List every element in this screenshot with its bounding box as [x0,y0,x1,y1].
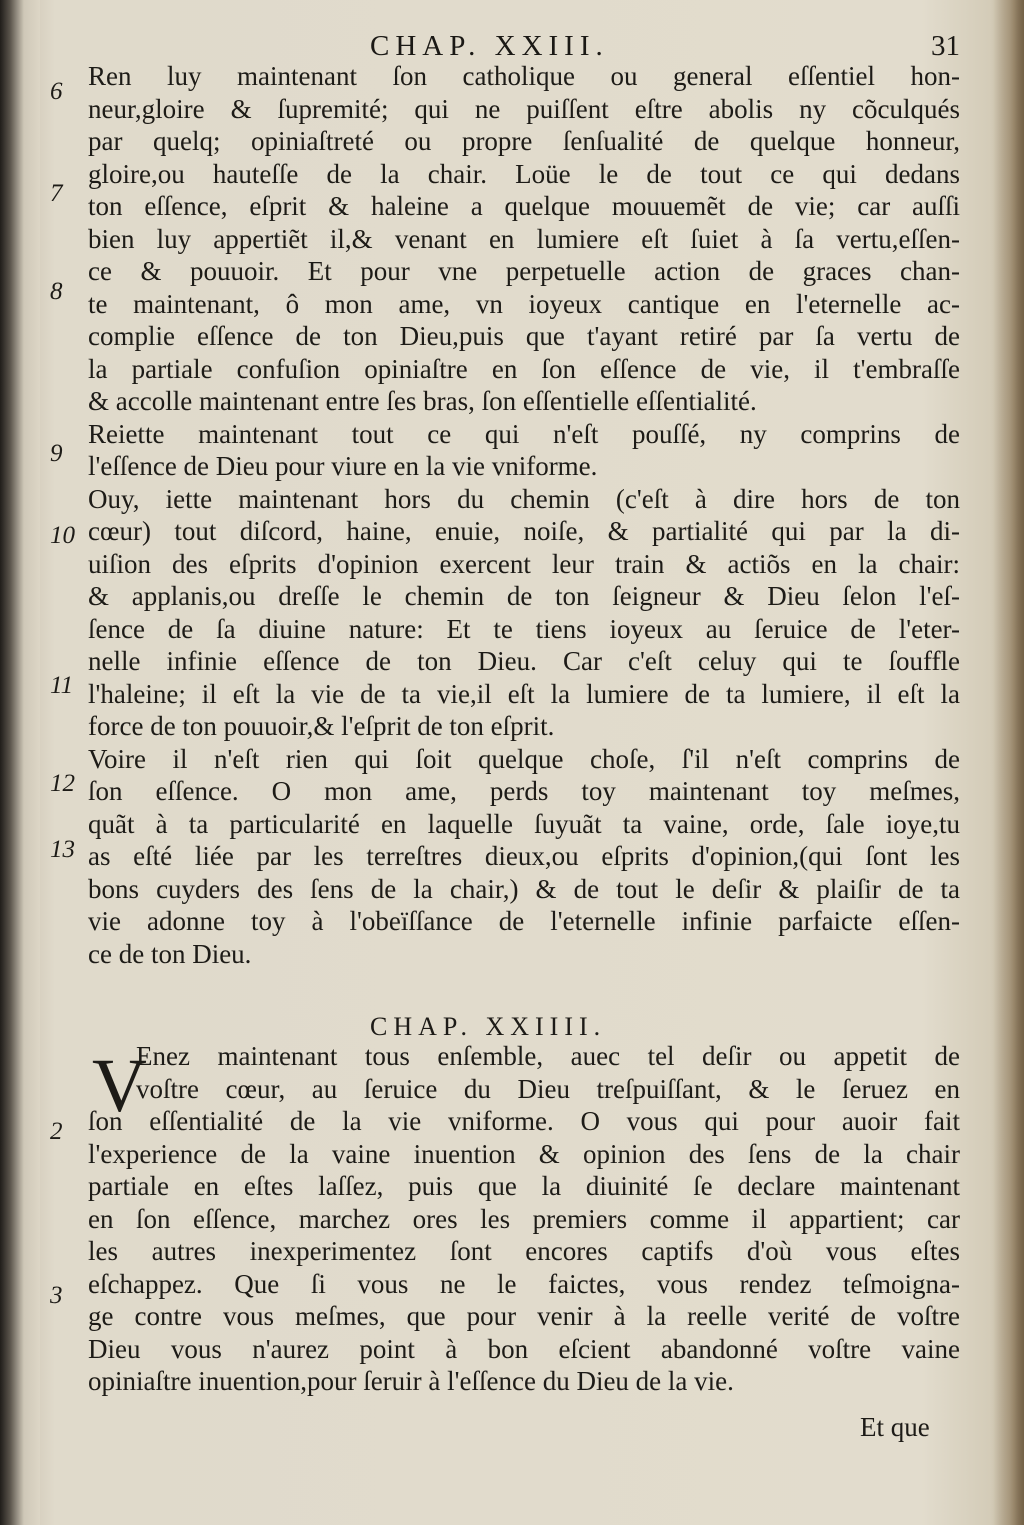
verse-number: 11 [50,672,74,699]
catchword: Et que [860,1412,930,1442]
verse-number: 12 [50,770,75,797]
text-line: par quelq; opiniaſtreté ou propre ſenſualité de quelque honneur, [88,126,960,156]
text-line: Dieu vous n'aurez point à bon eſcient abandonné voſtre vaine [88,1333,960,1364]
page-right-edge [990,0,1024,1525]
text-line: opiniaſtre inuention,pour ſeruir à l'eſſence du Dieu de la vie. [88,1366,734,1396]
text-line: Ouy, iette maintenant hors du chemin (c'eſt à dire hors de ton [88,483,960,514]
facing-page-edge [0,0,40,1525]
text-line: ce de ton Dieu. [88,938,252,969]
text-line: & applanis,ou dreſſe le chemin de ton ſeigneur & Dieu ſelon l'eſ- [88,581,960,611]
text-line: as eſté liée par les terreſtres dieux,ou eſprits d'opinion,(qui ſont les [88,841,960,871]
text-line: nelle infinie eſſence de ton Dieu. Car c'eſt celuy qui te ſouffle [88,646,960,676]
verse-number: 2 [50,1118,63,1145]
text-line: eſchappez. Que ſi vous ne le faictes, vous rendez teſmoigna- [88,1268,960,1299]
text-line: quãt à ta particularité en laquelle ſuyuãt ta vaine, orde, ſale ioye,tu [88,808,960,839]
text-line: neur,gloire & ſupremité; qui ne puiſſent eſtre abolis ny cõculqués [88,93,960,124]
text-line: & accolle maintenant entre ſes bras, ſon eſſentielle eſſentialité. [88,386,757,416]
text-line: uiſion des eſprits d'opinion exercent leur train & actiõs en la chair: [88,548,960,579]
verse-number: 9 [50,440,63,467]
verse-number: 7 [50,180,63,207]
text-line: gloire,ou hauteſſe de la chair. Loüe le de tout ce qui dedans [88,158,960,189]
folio-number: 31 [931,30,960,62]
chapter-24-heading: CHAP. XXIIII. [370,1012,607,1041]
text-line: voſtre cœur, au ſeruice du Dieu treſpuiſſant, & le ſeruez en [136,1073,960,1104]
running-header [370,30,960,62]
text-line: Enez maintenant tous enſemble, auec tel deſir ou appetit de [136,1041,960,1071]
verse-number: 13 [50,836,75,863]
chapter-24-text [88,1040,960,1398]
text-line: ce & pouuoir. Et pour vne perpetuelle action de graces chan- [88,256,960,286]
text-line: ſon eſſentialité de la vie vniforme. O vous qui pour auoir fait [88,1106,960,1136]
text-line: ſence de ſa diuine nature: Et te tiens ioyeux au ſeruice de l'eter- [88,613,960,644]
drop-capital: V [92,1044,147,1128]
text-line: Ren luy maintenant ſon catholique ou general eſſentiel hon- [88,61,960,91]
text-line: la partiale confuſion opiniaſtre en ſon eſſence de vie, il t'embraſſe [88,353,960,384]
text-line: cœur) tout diſcord, haine, enuie, noiſe, & partialité qui par la di- [88,516,960,546]
text-line: les autres inexperimentez ſont encores captifs d'où vous eſtes [88,1236,960,1266]
verse-number: 8 [50,278,63,305]
text-line: partiale en eſtes laſſez, puis que la diuinité ſe declare maintenant [88,1171,960,1201]
text-line: force de ton pouuoir,& l'eſprit de ton eſprit. [88,711,555,741]
verse-number: 3 [50,1282,63,1309]
text-line: te maintenant, ô mon ame, vn ioyeux cantique en l'eternelle ac- [88,288,960,319]
text-line: bons cuyders des ſens de la chair,) & de tout le deſir & plaiſir de ta [88,873,960,904]
text-line: l'experience de la vaine inuention & opinion des ſens de la chair [88,1138,960,1169]
text-line: ton eſſence, eſprit & haleine a quelque mouuemẽt de vie; car auſſi [88,191,960,221]
text-line: ſon eſſence. O mon ame, perds toy maintenant toy meſmes, [88,776,960,806]
text-line: en ſon eſſence, marchez ores les premiers comme il appartient; car [88,1203,960,1234]
text-line: Voire il n'eſt rien qui ſoit quelque choſe, ſ'il n'eſt comprins de [88,743,960,774]
running-title: CHAP. XXIII. [370,30,609,62]
text-line: l'eſſence de Dieu pour viure en la vie vniforme. [88,451,598,481]
chapter-23-text [88,60,960,970]
text-line: Reiette maintenant tout ce qui n'eſt pouſſé, ny comprins de [88,418,960,449]
verse-number: 6 [50,78,63,105]
text-line: complie eſſence de ton Dieu,puis que t'ayant retiré par ſa vertu de [88,321,960,351]
text-line: bien luy appertiẽt il,& venant en lumiere eſt ſuiet à ſa vertu,eſſen- [88,223,960,254]
text-line: vie adonne toy à l'obeïſſance de l'eternelle infinie parfaicte eſſen- [88,906,960,936]
text-line: l'haleine; il eſt la vie de ta vie,il eſt la lumiere de ta lumiere, il eſt la [88,678,960,709]
verse-number: 10 [50,522,75,549]
text-line: ge contre vous meſmes, que pour venir à la reelle verité de voſtre [88,1301,960,1331]
